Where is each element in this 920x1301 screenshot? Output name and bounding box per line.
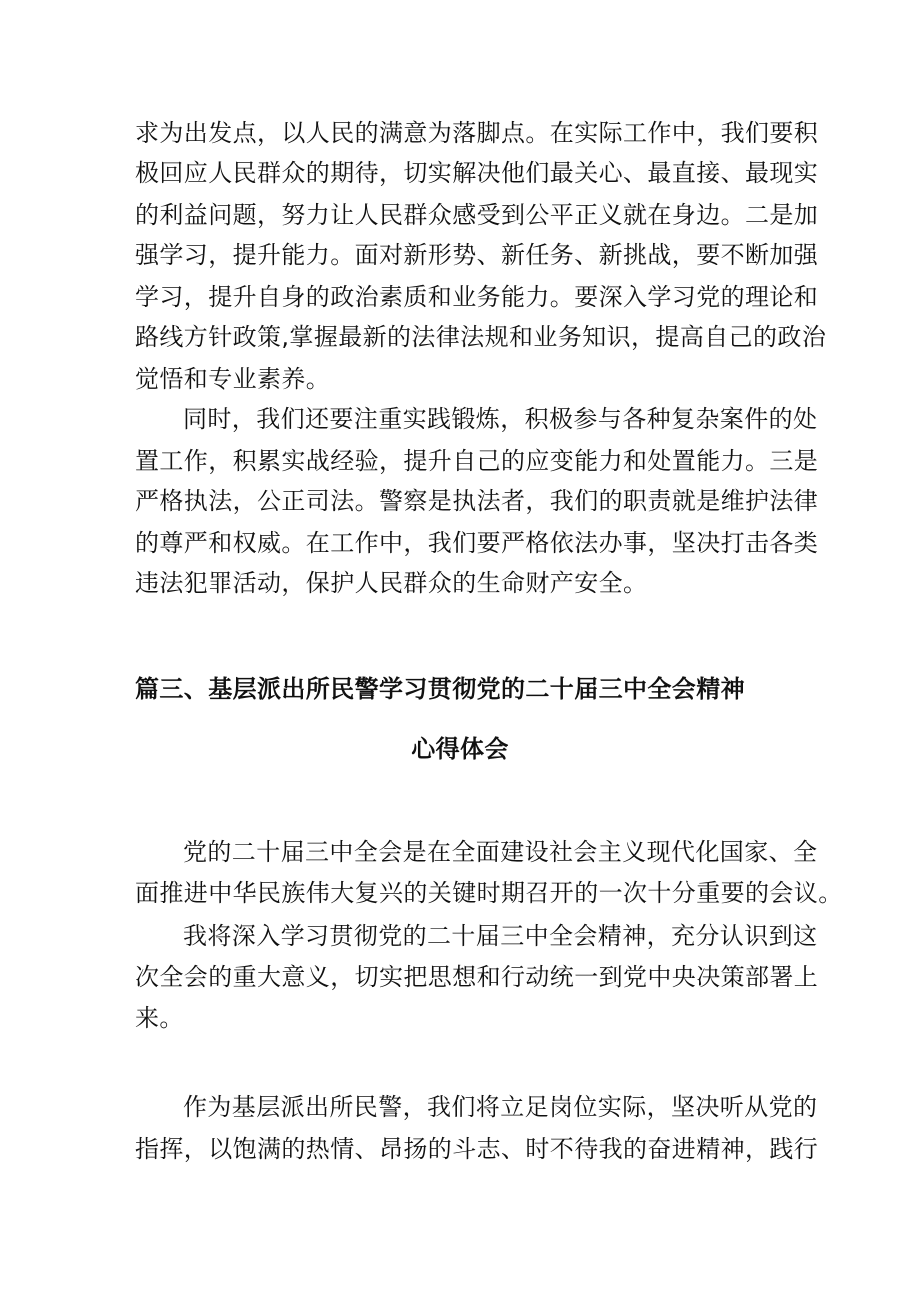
- text-line: 指挥，以饱满的热情、昂扬的斗志、时不待我的奋进精神，践行: [135, 1135, 819, 1163]
- text-line: 我将深入学习贯彻党的二十届三中全会精神，充分认识到这: [183, 922, 818, 950]
- text-line: 学习，提升自身的政治素质和业务能力。要深入学习党的理论和: [135, 283, 819, 311]
- text-line: 置工作，积累实战经验，提升自己的应变能力和处置能力。三是: [135, 447, 819, 475]
- text-line: 党的二十届三中全会是在全面建设社会主义现代化国家、全: [183, 838, 818, 866]
- text-line: 面推进中华民族伟大复兴的关键时期召开的一次十分重要的会议。: [135, 879, 843, 907]
- text-line: 觉悟和专业素养。: [135, 365, 331, 393]
- text-line: 次全会的重大意义，切实把思想和行动统一到党中央决策部署上: [135, 963, 819, 991]
- text-line: 作为基层派出所民警，我们将立足岗位实际，坚决听从党的: [183, 1093, 818, 1121]
- text-line: 极回应人民群众的期待，切实解决他们最关心、最直接、最现实: [135, 159, 819, 187]
- text-line: 违法犯罪活动，保护人民群众的生命财产安全。: [135, 569, 648, 597]
- text-line: 同时，我们还要注重实践锻炼，积极参与各种复杂案件的处: [183, 405, 818, 433]
- text-line: 强学习，提升能力。面对新形势、新任务、新挑战，要不断加强: [135, 241, 819, 269]
- section-heading-subtitle: 心得体会: [411, 735, 509, 763]
- text-line: 严格执法，公正司法。警察是执法者，我们的职责就是维护法律: [135, 487, 819, 515]
- text-line: 的利益问题，努力让人民群众感受到公平正义就在身边。二是加: [135, 201, 819, 229]
- text-line: 来。: [135, 1004, 184, 1032]
- text-line: 求为出发点，以人民的满意为落脚点。在实际工作中，我们要积: [135, 119, 819, 147]
- text-line: 路线方针政策,掌握最新的法律法规和业务知识，提高自己的政治: [135, 323, 827, 351]
- text-line: 的尊严和权威。在工作中，我们要严格依法办事，坚决打击各类: [135, 529, 819, 557]
- section-heading: 篇三、基层派出所民警学习贯彻党的二十届三中全会精神: [135, 675, 745, 703]
